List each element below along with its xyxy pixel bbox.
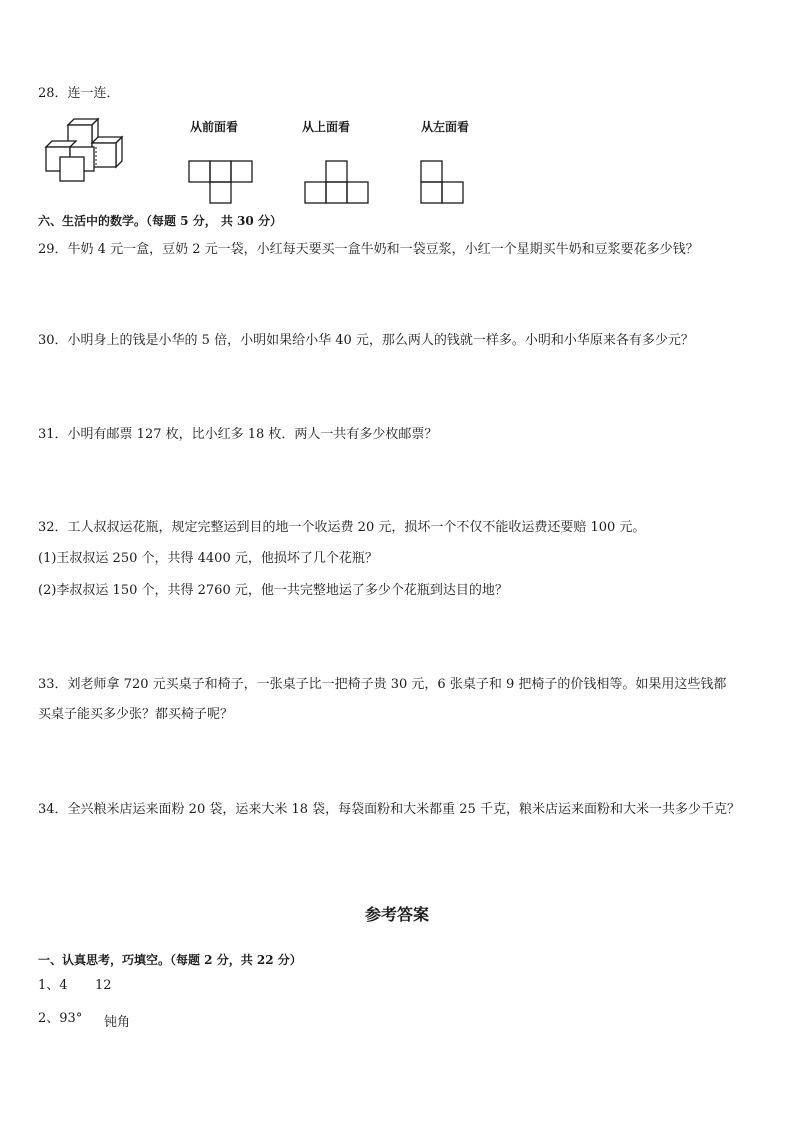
- label-top-view: 从上面看: [302, 120, 351, 134]
- section-6-heading: 六、生活中的数学。（每题 5 分， 共 30 分）: [38, 214, 282, 228]
- q30-text: 30．小明身上的钱是小华的 5 倍，小明如果给小华 40 元，那么两人的钱就一样多。小明和小华原来各有多少元？: [38, 333, 694, 348]
- q33-line2: 买桌子能买多少张？都买椅子呢？: [38, 707, 234, 722]
- answers-title: 参考答案: [364, 905, 429, 924]
- answer-2-value: 钝角: [104, 1015, 131, 1030]
- answer-1-number: 1、4: [38, 978, 68, 993]
- q29-text: 29．牛奶 4 元一盒，豆奶 2 元一袋，小红每天要买一盒牛奶和一袋豆浆，小红一个星期买牛奶和豆浆要花多少钱？: [38, 242, 699, 257]
- q31-text: 31．小明有邮票 127 枚，比小红多 18 枚．两人一共有多少枚邮票？: [38, 427, 438, 442]
- left-view-shape: [420, 160, 466, 204]
- cube-figure: [44, 117, 134, 183]
- top-view-shape: [304, 160, 370, 204]
- q32-sub2: (2)李叔叔运 150 个，共得 2760 元，他一共完整地运了多少个花瓶到达目的地？: [38, 583, 508, 598]
- label-left-view: 从左面看: [421, 120, 470, 134]
- answers-section-1-heading: 一、认真思考，巧填空。（每题 2 分，共 22 分）: [38, 953, 302, 967]
- q33-line1: 33．刘老师拿 720 元买桌子和椅子，一张桌子比一把椅子贵 30 元，6 张桌子和 9 把椅子的价钱相等。如果用这些钱都: [38, 677, 727, 692]
- q34-text: 34．全兴粮米店运来面粉 20 袋，运来大米 18 袋，每袋面粉和大米都重 25 千克，粮米店运来面粉和大米一共多少千克？: [38, 802, 740, 817]
- q32-text: 32．工人叔叔运花瓶，规定完整运到目的地一个收运费 20 元，损坏一个不仅不能收运费还要赔 100 元。: [38, 520, 646, 535]
- front-view-shape: [188, 160, 254, 204]
- q28-text: 28．连一连．: [38, 86, 120, 101]
- answer-2-number: 2、93°: [38, 1011, 83, 1026]
- label-front-view: 从前面看: [190, 120, 239, 134]
- q32-sub1: (1)王叔叔运 250 个，共得 4400 元，他损坏了几个花瓶？: [38, 551, 378, 566]
- answer-1-value: 12: [95, 978, 112, 993]
